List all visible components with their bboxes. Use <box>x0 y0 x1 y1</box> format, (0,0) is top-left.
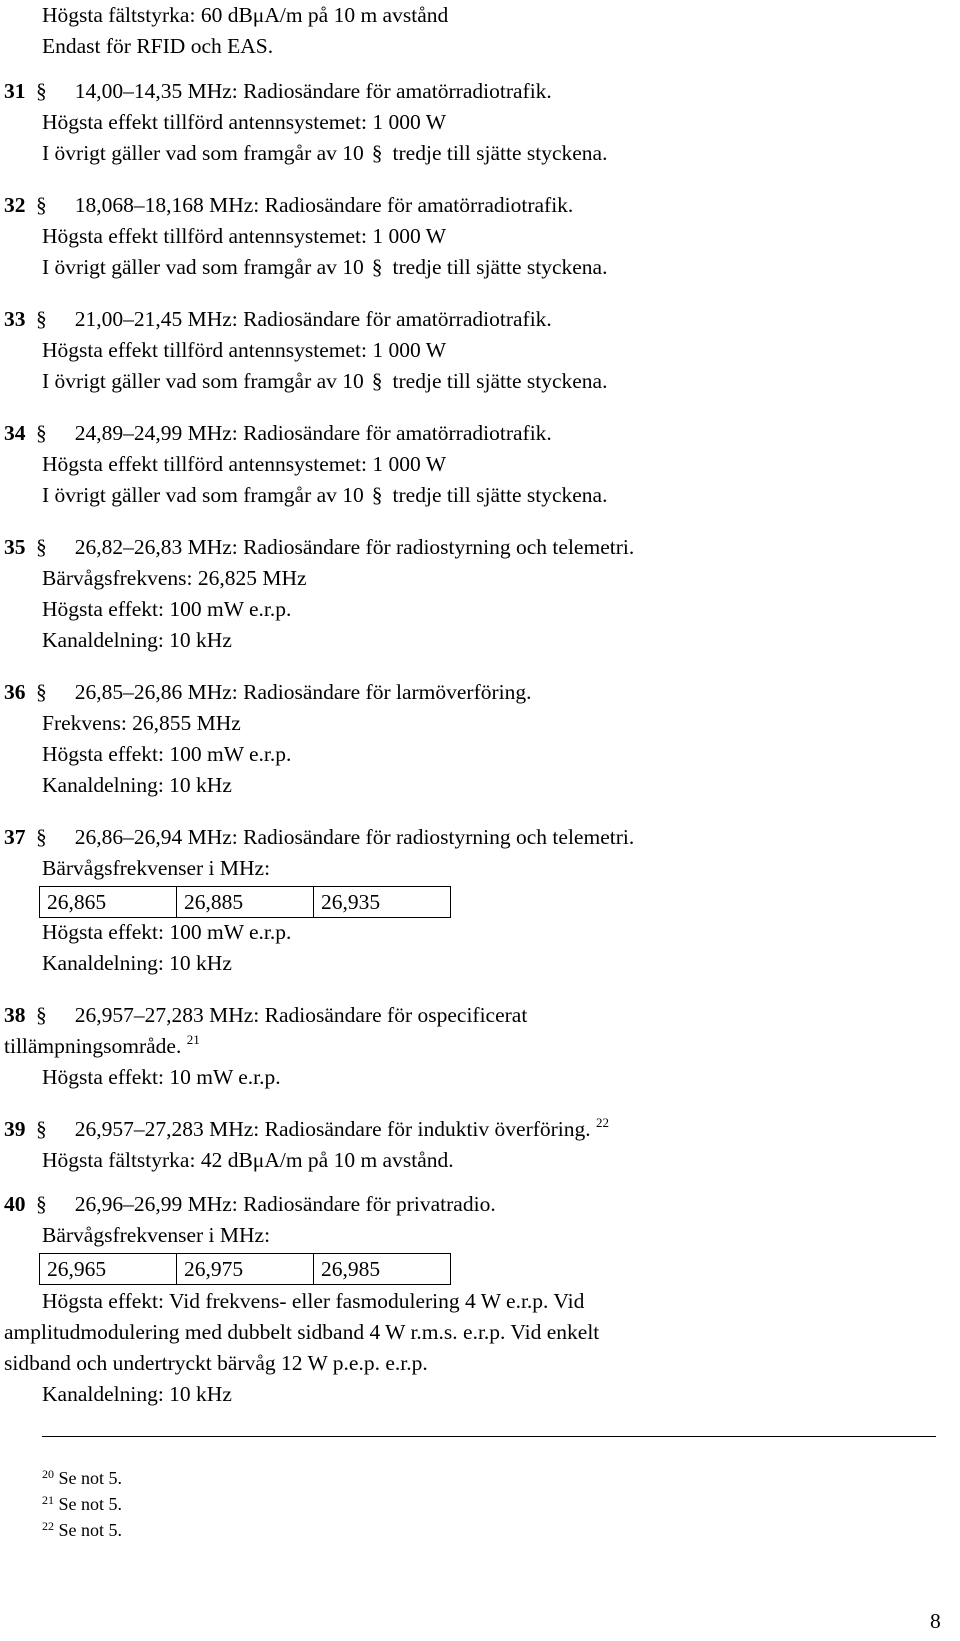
paragraph-sign: § <box>36 79 47 103</box>
body-line: Bärvågsfrekvenser i MHz: <box>42 856 271 880</box>
paragraph-sign: § <box>36 307 47 331</box>
paragraph-sign: § <box>36 535 47 559</box>
body-line: I övrigt gäller vad som framgår av 10 § tredje till sjätte styckena. <box>42 366 607 397</box>
section-title: 26,957–27,283 MHz: Radiosändare för induktiv överföring. <box>74 1117 591 1141</box>
body-line: Högsta effekt: 10 mW e.r.p. <box>42 1065 281 1089</box>
section-number: 38 <box>4 1003 26 1027</box>
section-title: 26,85–26,86 MHz: Radiosändare för larmöverföring. <box>74 680 532 704</box>
frequency-cell: 26,865 <box>40 887 177 918</box>
section-number: 32 <box>4 193 26 217</box>
footnote-number: 22 <box>42 1519 54 1533</box>
body-line: Högsta fältstyrka: 42 dBμA/m på 10 m avstånd. <box>42 1148 454 1172</box>
paragraph-sign: § <box>371 141 383 165</box>
body-line: Kanaldelning: 10 kHz <box>42 951 232 975</box>
body-line: Högsta effekt tillförd antennsystemet: 1 000 W <box>42 110 447 134</box>
footnote-ref[interactable]: 22 <box>596 1115 610 1130</box>
section-33-heading <box>4 304 552 335</box>
body-line: sidband och undertryckt bärvåg 12 W p.e.p. e.r.p. <box>4 1351 428 1375</box>
body-line: Frekvens: 26,855 MHz <box>42 711 241 735</box>
frequency-cell: 26,965 <box>40 1254 177 1285</box>
body-line: Högsta effekt tillförd antennsystemet: 1 000 W <box>42 452 447 476</box>
paragraph-sign: § <box>371 483 383 507</box>
section-number: 33 <box>4 307 26 331</box>
section-title: 26,96–26,99 MHz: Radiosändare för privatradio. <box>74 1192 496 1216</box>
section-number: 35 <box>4 535 26 559</box>
body-line: amplitudmodulering med dubbelt sidband 4 W r.m.s. e.r.p. Vid enkelt <box>4 1320 600 1344</box>
page-number: 8 <box>930 1609 941 1633</box>
footnote-separator <box>42 1436 936 1437</box>
body-line: Högsta effekt tillförd antennsystemet: 1 000 W <box>42 224 447 248</box>
section-40-heading <box>4 1189 496 1220</box>
body-line: Högsta effekt: 100 mW e.r.p. <box>42 920 292 944</box>
paragraph-sign: § <box>371 369 383 393</box>
body-line: Högsta effekt: 100 mW e.r.p. <box>42 742 292 766</box>
section-34-heading <box>4 418 552 449</box>
body-line: I övrigt gäller vad som framgår av 10 § tredje till sjätte styckena. <box>42 480 607 511</box>
section-32-heading <box>4 190 573 221</box>
frequency-cell: 26,985 <box>314 1254 451 1285</box>
body-line: I övrigt gäller vad som framgår av 10 § tredje till sjätte styckena. <box>42 252 607 283</box>
section-39-heading <box>4 1114 609 1145</box>
section-title: 26,82–26,83 MHz: Radiosändare för radiostyrning och telemetri. <box>74 535 635 559</box>
section-number: 37 <box>4 825 26 849</box>
frequency-cell: 26,975 <box>177 1254 314 1285</box>
section-number: 39 <box>4 1117 26 1141</box>
body-line: I övrigt gäller vad som framgår av 10 § tredje till sjätte styckena. <box>42 138 607 169</box>
section-title: 24,89–24,99 MHz: Radiosändare för amatörradiotrafik. <box>74 421 552 445</box>
body-line: Endast för RFID och EAS. <box>42 34 274 58</box>
body-line: Kanaldelning: 10 kHz <box>42 628 232 652</box>
footnote-text: Se not 5. <box>58 1520 123 1540</box>
paragraph-sign: § <box>36 193 47 217</box>
section-number: 36 <box>4 680 26 704</box>
footnote-number: 20 <box>42 1467 54 1481</box>
section-31-heading <box>4 76 552 107</box>
section-36-heading <box>4 677 532 708</box>
section-38-heading <box>4 1000 527 1031</box>
body-line: Bärvågsfrekvenser i MHz: <box>42 1223 271 1247</box>
section-number: 40 <box>4 1192 26 1216</box>
body-line: Kanaldelning: 10 kHz <box>42 773 232 797</box>
footnote <box>42 1466 122 1490</box>
paragraph-sign: § <box>36 1192 47 1216</box>
section-title: 14,00–14,35 MHz: Radiosändare för amatörradiotrafik. <box>74 79 552 103</box>
section-title: 26,957–27,283 MHz: Radiosändare för ospecificerat <box>74 1003 528 1027</box>
body-line: Högsta fältstyrka: 60 dBμA/m på 10 m avstånd <box>42 3 449 27</box>
paragraph-sign: § <box>36 825 47 849</box>
section-title: 21,00–21,45 MHz: Radiosändare för amatörradiotrafik. <box>74 307 552 331</box>
section-title: 18,068–18,168 MHz: Radiosändare för amatörradiotrafik. <box>74 193 574 217</box>
frequency-cell: 26,935 <box>314 887 451 918</box>
footnote-number: 21 <box>42 1493 54 1507</box>
frequency-table <box>39 886 451 918</box>
frequency-table <box>39 1253 451 1285</box>
section-title: 26,86–26,94 MHz: Radiosändare för radiostyrning och telemetri. <box>74 825 635 849</box>
body-line: Högsta effekt: 100 mW e.r.p. <box>42 597 292 621</box>
section-35-heading <box>4 532 634 563</box>
paragraph-sign: § <box>371 255 383 279</box>
section-title-continued: tillämpningsområde. $^{21}$ <box>4 1032 200 1058</box>
body-line: Bärvågsfrekvens: 26,825 MHz <box>42 566 307 590</box>
section-number: 31 <box>4 79 26 103</box>
frequency-cell: 26,885 <box>177 887 314 918</box>
footnote-text: Se not 5. <box>58 1468 123 1488</box>
footnote <box>42 1492 122 1516</box>
section-number: 34 <box>4 421 26 445</box>
footnote <box>42 1518 122 1542</box>
body-line: Kanaldelning: 10 kHz <box>42 1382 232 1406</box>
body-line: Högsta effekt: Vid frekvens- eller fasmodulering 4 W e.r.p. Vid <box>42 1289 585 1313</box>
footnote-ref[interactable]: 21 <box>186 1032 200 1047</box>
footnote-text: Se not 5. <box>58 1494 123 1514</box>
body-line: Högsta effekt tillförd antennsystemet: 1 000 W <box>42 338 447 362</box>
paragraph-sign: § <box>36 680 47 704</box>
paragraph-sign: § <box>36 421 47 445</box>
section-37-heading <box>4 822 634 853</box>
paragraph-sign: § <box>36 1003 47 1027</box>
paragraph-sign: § <box>36 1117 47 1141</box>
